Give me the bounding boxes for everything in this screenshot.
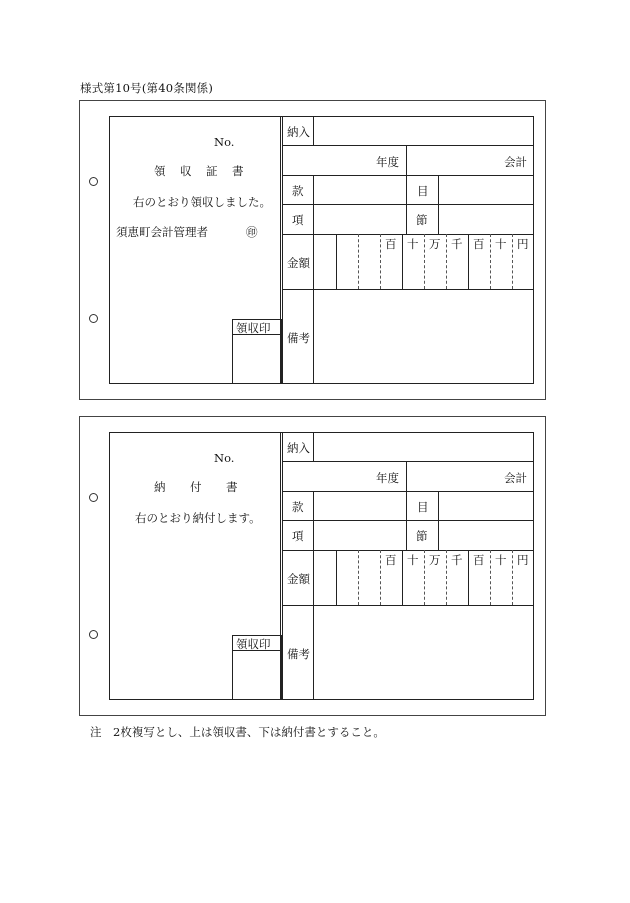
digit-label: 万 xyxy=(429,237,441,251)
section-label: 款 xyxy=(292,184,304,198)
account-label: 会計 xyxy=(504,471,527,485)
binder-hole-icon xyxy=(89,493,98,502)
receipt-title-char: 領 xyxy=(154,164,166,178)
footnote: 注 2枚複写とし、上は領収書、下は納付書とすること。 xyxy=(90,725,385,739)
digit-label: 十 xyxy=(407,237,419,251)
digit-label: 百 xyxy=(473,237,485,251)
payer-label: 納入 xyxy=(287,441,310,455)
amount-label: 金額 xyxy=(287,572,310,586)
digit-label: 万 xyxy=(429,553,441,567)
item-label: 目 xyxy=(417,184,429,198)
digit-label: 百 xyxy=(473,553,485,567)
binder-hole-icon xyxy=(89,314,98,323)
binder-hole-icon xyxy=(89,177,98,186)
digit-label: 十 xyxy=(495,553,507,567)
receipt-message: 右のとおり領収しました。 xyxy=(133,195,271,209)
receipt-title-char: 収 xyxy=(180,164,192,178)
account-label: 会計 xyxy=(504,155,527,169)
digit-label: 円 xyxy=(517,237,529,251)
payment-stamp-label: 領収印 xyxy=(236,637,271,651)
payment-message: 右のとおり納付します。 xyxy=(135,511,261,525)
payment-no-label: No. xyxy=(214,451,235,465)
item-label: 目 xyxy=(417,500,429,514)
amount-label: 金額 xyxy=(287,256,310,270)
seal-mark-icon: ㊞ xyxy=(246,225,258,239)
digit-label: 百 xyxy=(385,237,397,251)
receipt-stamp-label: 領収印 xyxy=(236,321,271,335)
payment-title-char: 書 xyxy=(226,480,238,494)
form-number-header: 様式第10号(第40条関係) xyxy=(80,81,214,95)
receipt-title-char: 証 xyxy=(206,164,218,178)
fiscal-year-label: 年度 xyxy=(376,155,399,169)
digit-label: 円 xyxy=(517,553,529,567)
subsection-label: 項 xyxy=(292,529,304,543)
binder-hole-icon xyxy=(89,630,98,639)
remarks-label: 備考 xyxy=(287,331,310,345)
payer-label: 納入 xyxy=(287,125,310,139)
section-label: 款 xyxy=(292,500,304,514)
digit-label: 十 xyxy=(407,553,419,567)
digit-label: 百 xyxy=(385,553,397,567)
fiscal-year-label: 年度 xyxy=(376,471,399,485)
subitem-label: 節 xyxy=(416,529,428,543)
payment-title-char: 付 xyxy=(190,480,202,494)
digit-label: 十 xyxy=(495,237,507,251)
remarks-label: 備考 xyxy=(287,647,310,661)
digit-label: 千 xyxy=(451,237,463,251)
subsection-label: 項 xyxy=(292,213,304,227)
receipt-title-char: 書 xyxy=(232,164,244,178)
subitem-label: 節 xyxy=(416,213,428,227)
receipt-issuer: 須恵町会計管理者 xyxy=(116,225,208,239)
payment-title-char: 納 xyxy=(154,480,166,494)
receipt-no-label: No. xyxy=(214,135,235,149)
digit-label: 千 xyxy=(451,553,463,567)
